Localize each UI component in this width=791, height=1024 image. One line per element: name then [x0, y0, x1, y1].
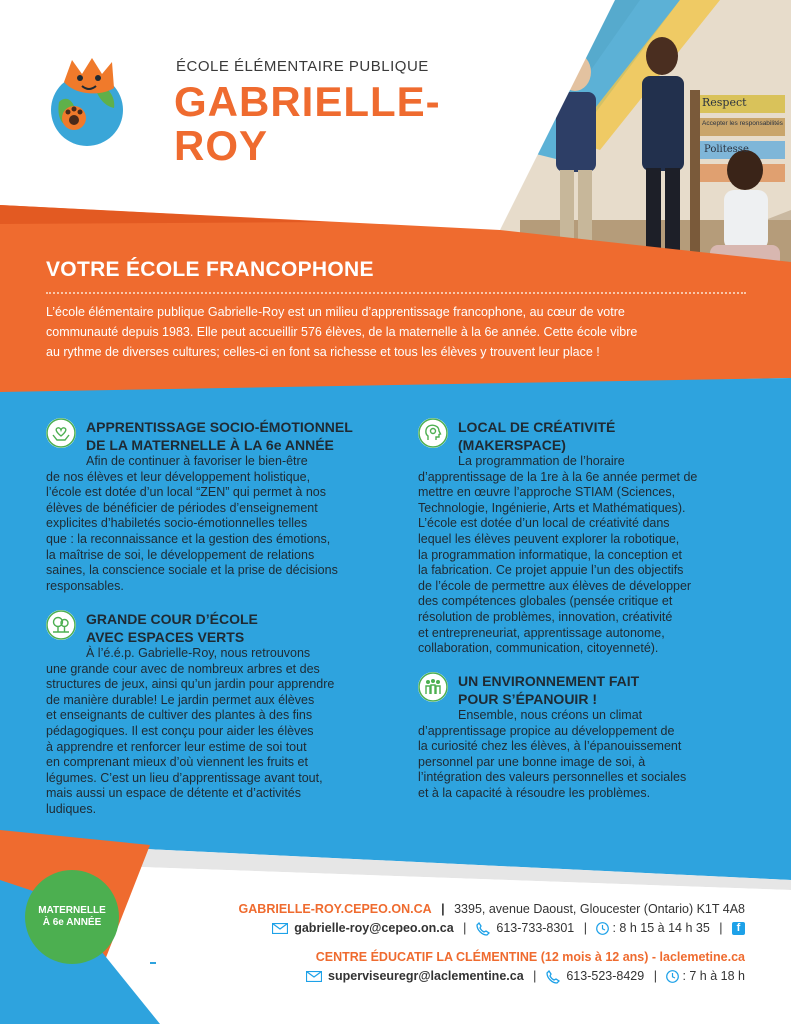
- grade-range-badge: [25, 870, 119, 964]
- body-line: Afin de continuer à favoriser le bien-être: [86, 454, 308, 468]
- separator: |: [583, 921, 587, 935]
- phone-icon: [546, 970, 560, 984]
- body-line: en comprenant mieux d’où viennent les fruits et: [46, 755, 308, 770]
- intro-line: communauté depuis 1983. Elle peut accueillir 576 élèves, de la maternelle à la 6e année. Cette école vibre: [46, 325, 638, 339]
- intro-divider: [46, 292, 746, 294]
- centre-phone: 613-523-8429: [566, 969, 645, 983]
- body-line: d’apprentissage de la 1re à la 6e année permet de: [418, 469, 698, 484]
- school-address: 3395, avenue Daoust, Gloucester (Ontario) K1T 4A8: [454, 902, 745, 916]
- body-line: L’école est dotée d’un local de créativité dans: [418, 516, 670, 531]
- body-line: la curiosité chez les élèves, à l’épanouissement: [418, 739, 682, 754]
- body-line: La programmation de l’horaire: [458, 454, 625, 468]
- body-line: l’école est dotée d’un local “ZEN” qui permet à nos: [46, 485, 327, 500]
- centre-email-link[interactable]: superviseuregr@laclementine.ca: [328, 969, 524, 983]
- facebook-icon[interactable]: f: [732, 922, 745, 935]
- section-title: [86, 610, 258, 646]
- title-line: APPRENTISSAGE SOCIO-ÉMOTIONNEL: [86, 419, 353, 435]
- school-email-link[interactable]: gabrielle-roy@cepeo.on.ca: [294, 921, 454, 935]
- school-name: [174, 80, 441, 168]
- contact-line-centre: [316, 950, 745, 964]
- contact-line-school: [272, 921, 745, 936]
- body-line: résolution de problèmes, innovation, créativité: [418, 609, 673, 624]
- contact-line-centre-details: [306, 969, 745, 984]
- separator: |: [719, 921, 723, 935]
- centre-title: CENTRE ÉDUCATIF LA CLÉMENTINE (12 mois à 12 ans) - laclemetine.ca: [315, 950, 745, 964]
- body-line: pédagogiques. Il est conçu pour aider les élèves: [46, 723, 314, 738]
- title-line: GRANDE COUR D’ÉCOLE: [86, 611, 258, 627]
- separator: |: [441, 902, 445, 916]
- section-title: [458, 672, 639, 708]
- title-line: AVEC ESPACES VERTS: [86, 629, 245, 645]
- body-line: structures de jeux, ainsi qu’un jardin pour apprendre: [46, 677, 335, 692]
- body-line: une grande cour avec de nombreux arbres et des: [46, 661, 320, 676]
- body-line: collaboration, communication, citoyenneté).: [418, 641, 659, 656]
- section-body: [418, 708, 758, 802]
- body-line: la fabrication. Ce projet appuie l’un des objectifs: [418, 563, 684, 578]
- section-title: [86, 418, 353, 454]
- title-line: POUR S’ÉPANOUIR !: [458, 691, 597, 707]
- clock-icon: [596, 922, 609, 935]
- school-phone: 613-733-8301: [496, 921, 575, 935]
- body-line: de l’école de permettre aux élèves de développer: [418, 578, 692, 593]
- title-line: (MAKERSPACE): [458, 437, 566, 453]
- separator: |: [653, 969, 657, 983]
- intro-line: L’école élémentaire publique Gabrielle-Roy est un milieu d’apprentissage francophone, au cœur de votre: [46, 305, 625, 319]
- body-line: À l’é.é.p. Gabrielle-Roy, nous retrouvons: [86, 646, 311, 660]
- body-line: que : la reconnaissance et la gestion des émotions,: [46, 531, 331, 546]
- people-group-icon: [418, 672, 448, 702]
- email-icon: [306, 971, 322, 982]
- school-website-link[interactable]: GABRIELLE-ROY.CEPEO.ON.CA: [238, 902, 432, 916]
- body-line: mais aussi un espace de détente et d’activités: [46, 786, 302, 801]
- body-line: de nos élèves et leur développement holistique,: [46, 469, 311, 484]
- body-line: et à la capacité à résoudre les problèmes.: [418, 785, 651, 800]
- body-line: de manière durable! Le jardin permet aux élèves: [46, 692, 315, 707]
- body-line: la programmation informatique, la conception et: [418, 547, 683, 562]
- contact-line-website: [239, 902, 745, 916]
- body-line: légumes. C’est un lieu d’apprentissage avant tout,: [46, 770, 323, 785]
- body-line: ludiques.: [46, 801, 97, 816]
- body-line: élèves de bénéficier de périodes d’enseignement: [46, 500, 318, 515]
- section-title: [458, 418, 615, 454]
- intro-line: au rythme de diverses cultures; celles-ci en font sa richesse et tous les élèves y trouvent leur place !: [46, 345, 600, 359]
- centre-hours: : 7 h à 18 h: [682, 969, 745, 983]
- separator: |: [533, 969, 537, 983]
- intro-text: [46, 302, 756, 362]
- hands-heart-icon: [46, 418, 76, 448]
- body-line: personnel par une bonne image de soi, à: [418, 754, 646, 769]
- body-line: Technologie, Ingénierie, Arts et Mathématiques).: [418, 500, 686, 515]
- body-line: responsables.: [46, 578, 124, 593]
- email-icon: [272, 923, 288, 934]
- body-line: explicites d’habiletés socio-émotionnelles telles: [46, 516, 308, 531]
- mural-word-responsabilites: Accepter les responsabilités: [702, 120, 783, 127]
- school-name-line1: GABRIELLE-: [174, 78, 441, 125]
- school-name-line2: ROY: [174, 122, 269, 169]
- tree-icon: [46, 610, 76, 640]
- body-line: mettre en œuvre l’approche STIAM (Sciences,: [418, 485, 676, 500]
- body-line: des compétences globales (pensée critique et: [418, 594, 673, 609]
- badge-line: À 6e ANNÉE: [42, 917, 102, 928]
- head-gear-icon: [418, 418, 448, 448]
- body-line: lequel les élèves peuvent explorer la robotique,: [418, 531, 680, 546]
- mural-word-politesse: Politesse: [704, 144, 749, 155]
- body-line: l’intégration des valeurs personnelles et sociales: [418, 770, 687, 785]
- body-line: saines, la conscience sociale et la prise de décisions: [46, 563, 338, 578]
- body-line: et entrepreneuriat, apprentissage autonome,: [418, 625, 665, 640]
- school-type: ÉCOLE ÉLÉMENTAIRE PUBLIQUE: [176, 58, 429, 75]
- tiger-globe-logo: [44, 52, 130, 150]
- mural-word-respect: Respect: [702, 96, 747, 109]
- school-hours: : 8 h 15 à 14 h 35: [612, 921, 710, 935]
- body-line: à apprendre et renforcer leur estime de soi tout: [46, 739, 307, 754]
- body-line: d’apprentissage propice au développement de: [418, 723, 675, 738]
- section-body: [46, 454, 386, 594]
- separator: |: [463, 921, 467, 935]
- phone-icon: [476, 922, 490, 936]
- badge-line: MATERNELLE: [38, 905, 106, 916]
- body-line: Ensemble, nous créons un climat: [458, 708, 643, 722]
- title-line: DE LA MATERNELLE À LA 6e ANNÉE: [86, 437, 334, 453]
- title-line: LOCAL DE CRÉATIVITÉ: [458, 419, 616, 435]
- intro-title: VOTRE ÉCOLE FRANCOPHONE: [46, 258, 374, 281]
- body-line: la maîtrise de soi, le développement de relations: [46, 547, 315, 562]
- section-body: [46, 646, 386, 818]
- clock-icon: [666, 970, 679, 983]
- body-line: et enseignants de cultiver des plantes à des fins: [46, 708, 313, 723]
- section-body: [418, 454, 758, 657]
- title-line: UN ENVIRONNEMENT FAIT: [458, 673, 640, 689]
